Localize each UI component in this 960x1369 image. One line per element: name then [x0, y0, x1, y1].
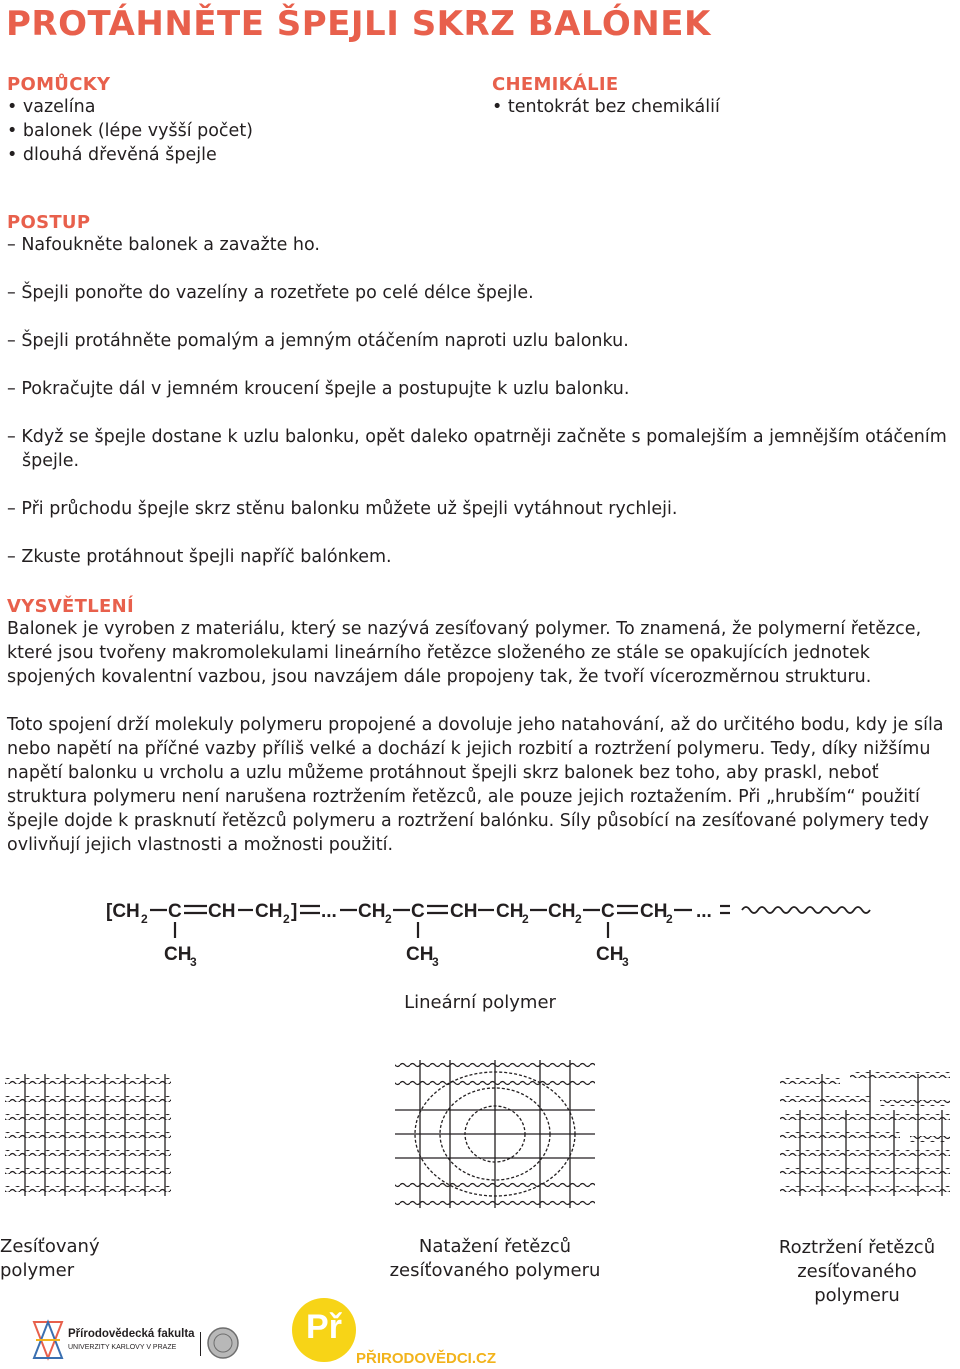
- procedure-step: – Zkuste protáhnout špejli napříč balónkem.: [7, 545, 957, 569]
- chemicals-list: [492, 95, 952, 119]
- svg-text:CH: CH: [164, 944, 192, 965]
- faculty-logo: [30, 1318, 240, 1366]
- svg-text:CH: CH: [208, 901, 236, 922]
- svg-text:CH: CH: [548, 901, 576, 922]
- svg-text:CH: CH: [406, 944, 434, 965]
- svg-text:3: 3: [622, 955, 629, 969]
- svg-text:2: 2: [666, 912, 673, 926]
- torn-caption: [752, 1236, 960, 1308]
- svg-text:CH: CH: [255, 901, 283, 922]
- linear-polymer-caption: Lineární polymer: [404, 992, 556, 1013]
- svg-text:3: 3: [190, 955, 197, 969]
- svg-text:CH: CH: [450, 901, 478, 922]
- svg-text:C: C: [168, 901, 182, 922]
- crosslinked-caption: Zesíťovaný polymer: [0, 1236, 100, 1281]
- prirodovedci-link[interactable]: PŘIRODOVĚDCI.CZ: [356, 1350, 497, 1367]
- procedure-steps: [7, 233, 957, 569]
- svg-text:2: 2: [385, 912, 392, 926]
- explanation-paragraph: Balonek je vyroben z materiálu, který se nazývá zesíťovaný polymer. To znamená, že polymerní řetězce, které jsou tvořeny makromolekulami lineárního řetězce složeného ze stále se opakujících jednotek spojených kovalentní vazbou, jsou navzájem dále propojeny tak, že tvoří vícerozměrnou strukturu.: [7, 619, 922, 687]
- svg-text:]: ]: [291, 901, 298, 922]
- stretched-caption-line: zesíťovaného polymeru: [389, 1260, 601, 1281]
- svg-text:C: C: [601, 901, 615, 922]
- torn-caption-line: zesíťovaného polymeru: [797, 1261, 917, 1306]
- svg-text:2: 2: [283, 912, 290, 926]
- torn-diagram: [780, 1070, 950, 1196]
- chemicals-item: • tentokrát bez chemikálií: [492, 95, 952, 119]
- stretched-caption-line: Natažení řetězců: [418, 1236, 572, 1257]
- procedure-step: – Když se špejle dostane k uzlu balonku, opět daleko opatrněji začněte s pomalejším a jemnějším otáčením špejle.: [7, 425, 957, 473]
- crosslinked-diagram: [5, 1074, 171, 1196]
- stretched-diagram: [395, 1060, 595, 1208]
- polymer-diagrams: [0, 1050, 960, 1210]
- tools-heading: POMŮCKY: [7, 74, 111, 95]
- procedure-heading: POSTUP: [7, 212, 91, 233]
- svg-text:CH: CH: [640, 901, 668, 922]
- tools-item: • vazelína: [7, 95, 467, 119]
- university-seal-icon: [206, 1326, 240, 1360]
- procedure-step: – Nafoukněte balonek a zavažte ho.: [7, 233, 957, 257]
- chemicals-heading: CHEMIKÁLIE: [492, 74, 619, 95]
- tools-item: • dlouhá dřevěná špejle: [7, 143, 467, 167]
- badge-text: Př: [306, 1308, 342, 1346]
- chemicals-section: [492, 74, 952, 119]
- svg-text:3: 3: [432, 955, 439, 969]
- tools-item: • balonek (lépe vyšší počet): [7, 119, 467, 143]
- svg-text:C: C: [411, 901, 425, 922]
- tools-list: [7, 95, 467, 167]
- svg-text:CH: CH: [496, 901, 524, 922]
- linear-polymer-formula: [0, 890, 960, 980]
- explanation-paragraph: Toto spojení drží molekuly polymeru propojené a dovoluje jeho natahování, až do určitého bodu, kdy je síla nebo napětí na příčné vazby příliš velké a dochází k jejich rozbití a roztržení polymeru. Tedy, díky nižšímu napětí balonku u vrcholu a uzlu můžeme protáhnout špejli skrz balonek bez toho, aby praskl, neboť struktura polymeru není narušena roztržením řetězců, ale pouze jejich roztažením. Při „hrubším“ použití špejle dojde k prasknutí řetězců polymeru a roztržení balónku. Síly působící na zesíťované polymery tedy ovlivňují jejich vlastnosti a možnosti použití.: [7, 715, 944, 855]
- svg-text:...: ...: [321, 901, 337, 922]
- svg-text:2: 2: [522, 912, 529, 926]
- procedure-step: – Při průchodu špejle skrz stěnu balonku můžete už špejli vytáhnout rychleji.: [7, 497, 957, 521]
- explanation-heading: VYSVĚTLENÍ: [7, 596, 134, 617]
- torn-caption-line: Roztržení řetězců: [778, 1237, 936, 1258]
- procedure-section: [7, 212, 957, 593]
- faculty-name: Přírodovědecká fakulta: [68, 1328, 195, 1340]
- svg-text:[CH: [CH: [106, 901, 140, 922]
- page-title: PROTÁHNĚTE ŠPEJLI SKRZ BALÓNEK: [6, 4, 711, 44]
- explanation-section: [7, 596, 957, 857]
- svg-text:...: ...: [696, 901, 712, 922]
- tools-section: [7, 74, 467, 167]
- prirodovedci-badge: [292, 1298, 356, 1362]
- stretched-caption: [380, 1235, 610, 1283]
- logo-divider: [200, 1332, 201, 1356]
- svg-text:CH: CH: [358, 901, 386, 922]
- procedure-step: – Pokračujte dál v jemném kroucení špejle a postupujte k uzlu balonku.: [7, 377, 957, 401]
- svg-text:2: 2: [575, 912, 582, 926]
- procedure-step: – Špejli ponořte do vazelíny a rozetřete po celé délce špejle.: [7, 281, 957, 305]
- procedure-step: – Špejli protáhněte pomalým a jemným otáčením naproti uzlu balonku.: [7, 329, 957, 353]
- svg-text:CH: CH: [596, 944, 624, 965]
- faculty-university: UNIVERZITY KARLOVY V PRAZE: [68, 1344, 177, 1351]
- svg-text:2: 2: [141, 912, 148, 926]
- faculty-emblem-icon: [30, 1318, 66, 1362]
